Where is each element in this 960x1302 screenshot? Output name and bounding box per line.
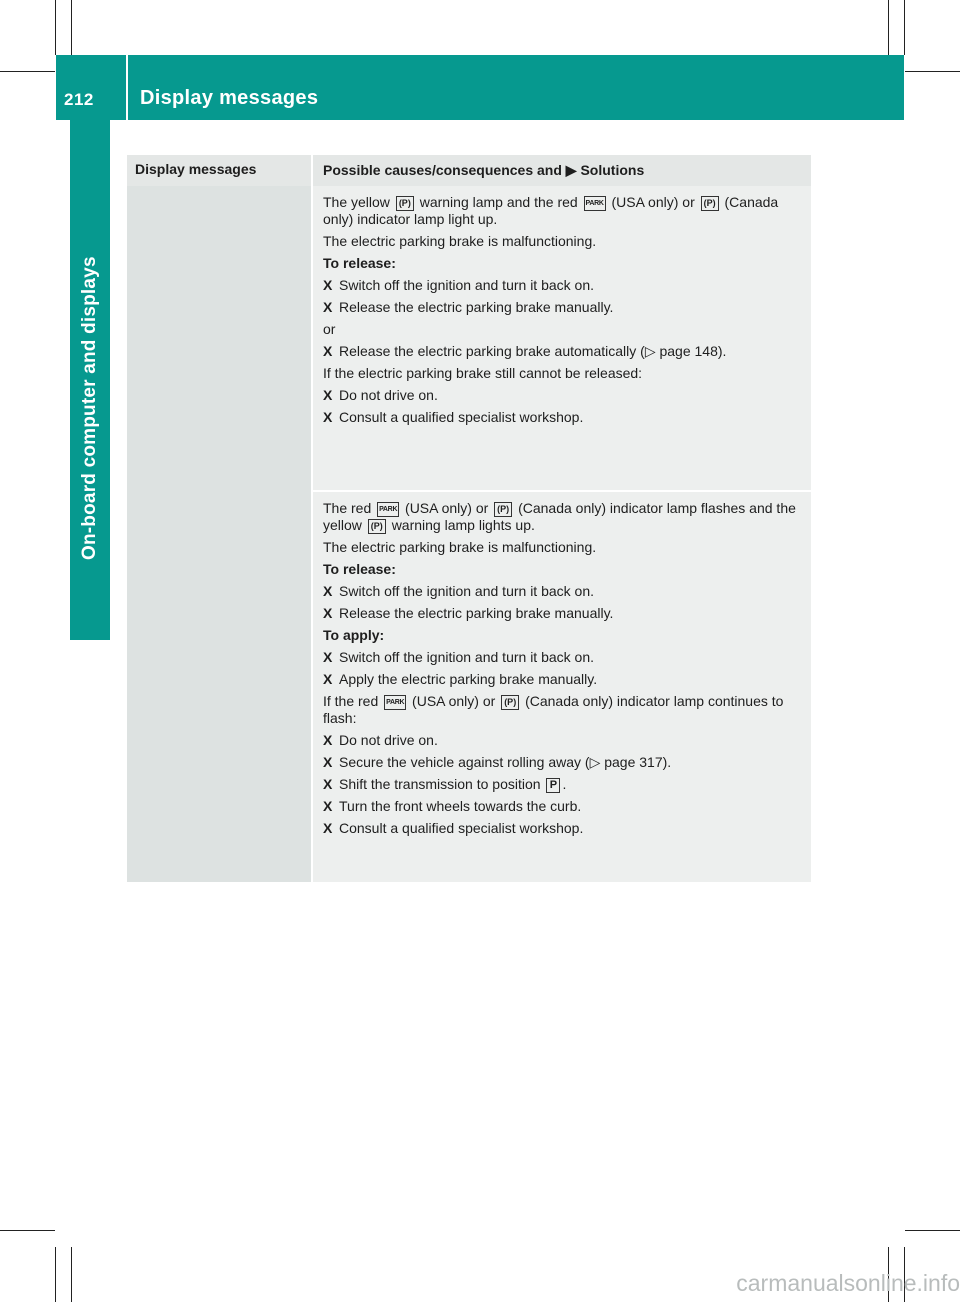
step-marker-icon: X bbox=[323, 583, 333, 599]
epb-icon: (P) bbox=[368, 519, 386, 534]
list-item: X Switch off the ignition and turn it back on. bbox=[323, 277, 595, 293]
step-marker-icon: X bbox=[323, 754, 333, 770]
crop-mark bbox=[0, 1230, 55, 1231]
table-row bbox=[127, 490, 811, 882]
step-marker-icon: X bbox=[323, 649, 333, 665]
step-marker-icon: X bbox=[323, 343, 333, 359]
condition-text: If the red PARK (USA only) or (P) (Canada only) indicator lamp continues to flash: bbox=[323, 693, 784, 726]
header-divider bbox=[126, 55, 128, 120]
step-marker-icon: X bbox=[323, 409, 333, 425]
table-header bbox=[127, 155, 811, 186]
epb-icon: (P) bbox=[501, 695, 519, 710]
list-item: X Release the electric parking brake manually. bbox=[323, 299, 614, 315]
crop-mark bbox=[71, 1247, 72, 1302]
list-item: X Apply the electric parking brake manually. bbox=[323, 671, 598, 687]
body-text: If the electric parking brake still cannot be released: bbox=[323, 365, 643, 381]
subheading: To release: bbox=[323, 561, 396, 577]
list-item: X Switch off the ignition and turn it back on. bbox=[323, 583, 595, 599]
list-item: X Secure the vehicle against rolling away (▷ page 317). bbox=[323, 754, 672, 770]
col-header-solutions bbox=[313, 155, 811, 186]
list-item: X Consult a qualified specialist workshop. bbox=[323, 820, 584, 836]
epb-icon: (P) bbox=[494, 502, 512, 517]
body-text: The electric parking brake is malfunctioning. bbox=[323, 539, 597, 555]
step-marker-icon: X bbox=[323, 798, 333, 814]
messages-table bbox=[127, 155, 811, 882]
step-marker-icon: X bbox=[323, 299, 333, 315]
park-icon: PARK bbox=[377, 502, 399, 517]
crop-mark bbox=[55, 1247, 56, 1302]
step-marker-icon: X bbox=[323, 671, 333, 687]
step-marker-icon: X bbox=[323, 605, 333, 621]
park-icon: PARK bbox=[384, 695, 406, 710]
crop-mark bbox=[0, 71, 55, 72]
crop-mark bbox=[55, 0, 56, 55]
condition-text: The red PARK (USA only) or (P) (Canada only) indicator lamp flashes and the yellow (P) warning lamp lights up. bbox=[323, 500, 796, 533]
step-marker-icon: X bbox=[323, 820, 333, 836]
step-marker-icon: X bbox=[323, 387, 333, 403]
col-header-text: Possible causes/consequences and bbox=[323, 162, 562, 178]
display-message-cell bbox=[127, 186, 313, 490]
crop-mark bbox=[905, 1230, 960, 1231]
watermark: carmanualsonline.info bbox=[736, 1270, 960, 1296]
display-message-cell bbox=[127, 490, 313, 882]
epb-icon: (P) bbox=[396, 196, 414, 211]
col-header-suffix: Solutions bbox=[580, 162, 645, 178]
step-marker-icon: X bbox=[323, 277, 333, 293]
list-item: X Release the electric parking brake automatically (▷ page 148). bbox=[323, 343, 727, 359]
p-position-icon: P bbox=[546, 778, 560, 793]
step-marker-icon: X bbox=[323, 732, 333, 748]
table-row bbox=[127, 186, 811, 490]
solutions-cell bbox=[313, 490, 811, 882]
subheading: To apply: bbox=[323, 627, 385, 643]
crop-mark bbox=[888, 0, 889, 55]
list-item: X Do not drive on. bbox=[323, 387, 438, 403]
step-marker-icon: X bbox=[323, 776, 333, 792]
page-number: 212 bbox=[64, 90, 94, 109]
page-title: Display messages bbox=[140, 87, 319, 109]
chapter-tab-label: On-board computer and displays bbox=[79, 256, 100, 560]
list-item: X Release the electric parking brake manually. bbox=[323, 605, 614, 621]
list-item: X Do not drive on. bbox=[323, 732, 438, 748]
epb-icon: (P) bbox=[701, 196, 719, 211]
subheading: To release: bbox=[323, 255, 396, 271]
col-header-display-messages: Display messages bbox=[127, 155, 313, 186]
crop-mark bbox=[905, 71, 960, 72]
park-icon: PARK bbox=[584, 196, 606, 211]
body-text: or bbox=[323, 321, 336, 337]
solutions-cell bbox=[313, 186, 811, 490]
crop-mark bbox=[71, 0, 72, 55]
crop-mark bbox=[904, 0, 905, 55]
list-item: X Turn the front wheels towards the curb. bbox=[323, 798, 582, 814]
list-item: X Shift the transmission to position P . bbox=[323, 776, 567, 792]
list-item: X Consult a qualified specialist workshop. bbox=[323, 409, 584, 425]
list-item: X Switch off the ignition and turn it back on. bbox=[323, 649, 595, 665]
condition-text: The yellow (P) warning lamp and the red PARK (USA only) or (P) (Canada only) indicator lamp light up. bbox=[323, 194, 779, 227]
body-text: The electric parking brake is malfunctioning. bbox=[323, 233, 597, 249]
chapter-tab-label-wrap bbox=[70, 120, 110, 582]
triangle-right-icon: ▶ bbox=[565, 162, 577, 178]
